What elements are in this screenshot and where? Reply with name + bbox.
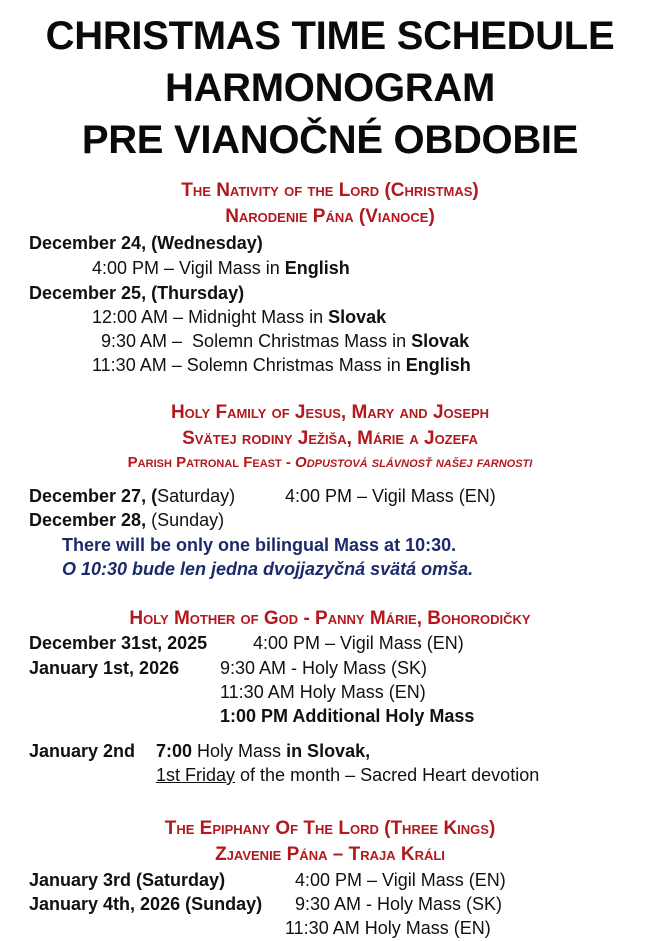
date-label: January 1st, 2026 [29, 658, 180, 678]
date-label: December 31st, 2025 [29, 633, 208, 653]
event-line: 9:30 AM - Holy Mass (SK) [295, 894, 503, 914]
event-line: 11:30 AM Holy Mass (EN) [220, 682, 426, 702]
date-label: January 3rd (Saturday) [29, 870, 226, 890]
event-line: 4:00 PM – Vigil Mass (EN) [285, 486, 496, 506]
event-language: English [405, 355, 471, 375]
subtitle-en: Parish Patronal Feast - [127, 454, 296, 471]
event-line [92, 355, 471, 376]
title-en: CHRISTMAS TIME SCHEDULE [45, 14, 615, 58]
event-time: 4:00 PM – Vigil Mass in [92, 258, 285, 278]
section-title-sk: Narodenie Pána (Vianoce) [225, 206, 435, 227]
event-language: in Slovak, [286, 741, 371, 761]
event-desc: Holy Mass [192, 741, 287, 761]
event-language: English [284, 258, 350, 278]
event-line: 4:00 PM – Vigil Mass (EN) [295, 870, 506, 890]
title-sk-1: HARMONOGRAM [164, 66, 495, 110]
event-time: 9:30 AM – Solemn Christmas Mass in [101, 331, 412, 351]
section-title-en: The Epiphany Of The Lord (Three Kings) [164, 818, 496, 839]
title-sk-2: PRE VIANOČNÉ OBDOBIE [81, 118, 579, 162]
section-title-en: Holy Family of Jesus, Mary and Joseph [170, 402, 490, 423]
section-title-sk: Svätej rodiny Ježiša, Márie a Jozefa [182, 428, 478, 449]
event-line [156, 741, 370, 762]
weekday: (Sunday) [151, 510, 225, 530]
date-label: December 27, ( [29, 486, 158, 506]
bilingual-note-sk: O 10:30 bude len jedna dvojjazyčná svätá omša. [62, 559, 474, 579]
section-title: Holy Mother of God - Panny Márie, Bohorodičky [129, 608, 531, 629]
event-time: 12:00 AM – Midnight Mass in [92, 307, 329, 327]
section-title-sk: Zjavenie Pána – Traja Králi [215, 844, 445, 865]
first-friday: 1st Friday [156, 765, 236, 785]
date-label: December 28, [29, 510, 152, 530]
event-line [92, 307, 386, 328]
date-label: December 25, (Thursday) [29, 283, 245, 303]
event-language: Slovak [411, 331, 470, 351]
event-language: Slovak [328, 307, 387, 327]
date-row [29, 741, 135, 762]
event-line-additional: 1:00 PM Additional Holy Mass [220, 706, 475, 726]
event-line: 11:30 AM Holy Mass (EN) [285, 918, 491, 938]
subtitle-sk: Odpustová slávnosť našej farnosti [295, 454, 533, 471]
bilingual-note-en: There will be only one bilingual Mass at 10:30. [62, 535, 457, 555]
date-row [29, 510, 224, 531]
event-line [156, 765, 539, 786]
event-desc: of the month – Sacred Heart devotion [235, 765, 540, 785]
date-label: January 2nd [29, 741, 136, 761]
section-title-en: The Nativity of the Lord (Christmas) [181, 180, 479, 201]
weekday: Saturday) [157, 486, 236, 506]
event-line: 4:00 PM – Vigil Mass (EN) [253, 633, 464, 653]
event-time: 7:00 [156, 741, 193, 761]
event-line [92, 258, 350, 279]
event-line: 9:30 AM - Holy Mass (SK) [220, 658, 428, 678]
event-time: 11:30 AM – Solemn Christmas Mass in [92, 355, 406, 375]
date-label: January 4th, 2026 (Sunday) [29, 894, 263, 914]
event-line [101, 331, 469, 352]
date-row [29, 486, 235, 507]
date-label: December 24, (Wednesday) [29, 233, 263, 253]
section-subtitle [0, 454, 660, 471]
